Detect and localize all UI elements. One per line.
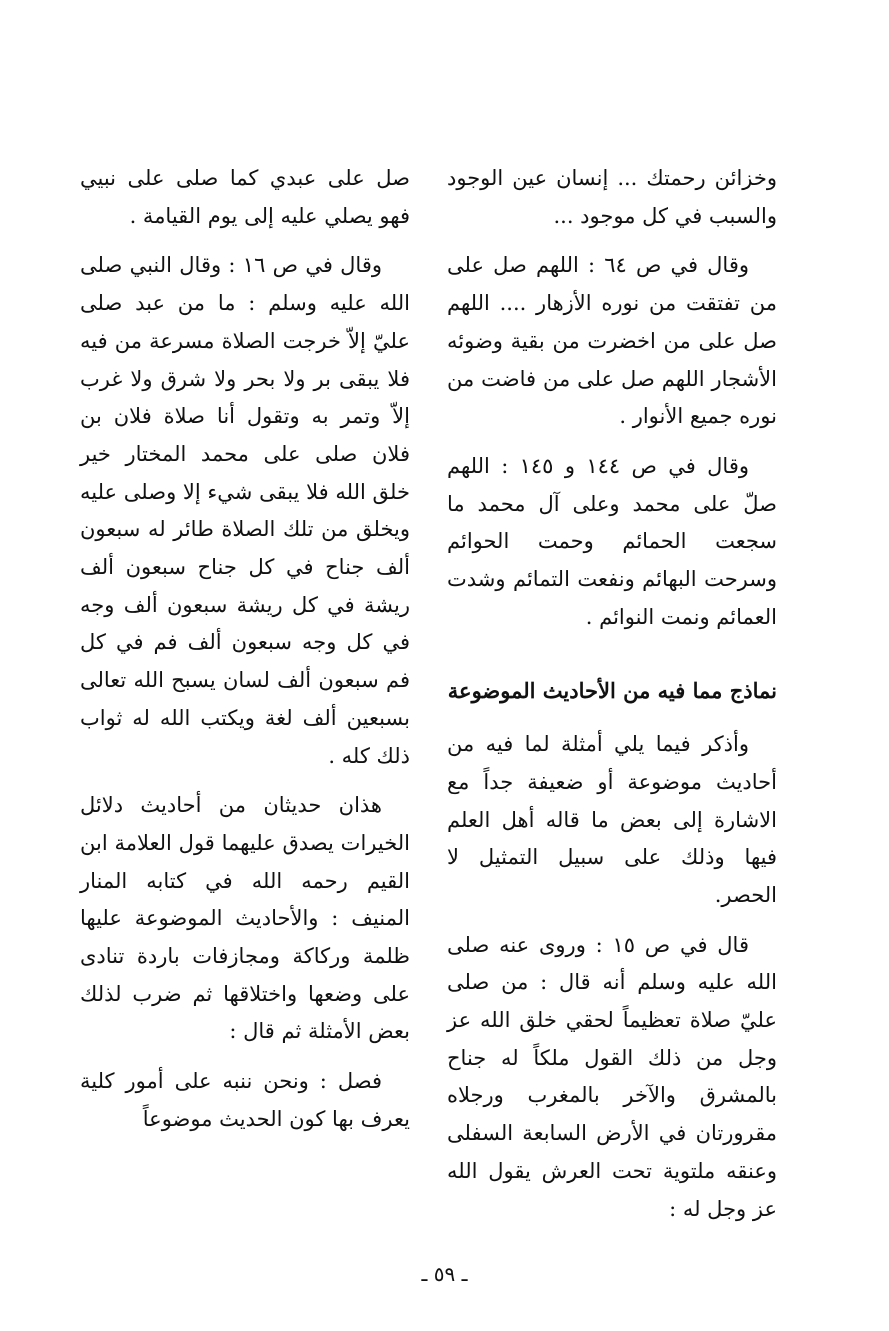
- paragraph: قال في ص ١٥ : وروى عنه صلى الله عليه وسلم أنه قال : من صلى عليّ صلاة تعظيماً لحقي خلق الله عز وجل من ذلك القول ملكاً له جناح بالمشرق والآخر بالمغرب ورجلاه مقرورتان في الأرض السابعة السفلى وعنقه ملتوية تحت العرش يقول الله عز وجل له :: [447, 932, 777, 1221]
- paragraph: وقال في ص ١٤٤ و ١٤٥ : اللهم صلّ على محمد وعلى آل محمد ما سجعت الحمائم وحمت الحوائم وسرحت البهائم ونفعت التمائم وشدت العمائم ونمت النوائم .: [447, 453, 777, 629]
- paragraph: صل على عبدي كما صلى على نبيي فهو يصلي عليه إلى يوم القيامة .: [80, 166, 410, 228]
- paragraph: وقال في ص ٦٤ : اللهم صل على من تفتقت من نوره الأزهار .... اللهم صل على من اخضرت من بقية وضوئه الأشجار اللهم صل على من فاضت من نوره جميع الأنوار .: [447, 253, 777, 429]
- section-heading: نماذج مما فيه من الأحاديث الموضوعة: [447, 678, 777, 704]
- left-column: [80, 160, 410, 1151]
- paragraph: فصل : ونحن ننبه على أمور كلية يعرف بها كون الحديث موضوعاً: [80, 1069, 410, 1131]
- paragraph: وقال في ص ١٦ : وقال النبي صلى الله عليه وسلم : ما من عبد صلى عليّ إلاّ خرجت الصلاة مسرعة من فيه فلا يبقى بر ولا بحر ولا شرق ولا غرب إلاّ وتمر به وتقول أنا صلاة فلان بن فلان صلى على محمد المختار خير خلق الله فلا يبقى شيء إلا وصلى عليه ويخلق من تلك الصلاة طائر له سبعون ألف جناح في كل جناح سبعون ألف ريشة في كل ريشة سبعون ألف وجه في كل وجه سبعون ألف فم في كل فم سبعون ألف لسان يسبح الله تعالى بسبعين ألف لغة ويكتب الله له ثواب ذلك كله .: [80, 253, 410, 768]
- right-column: [447, 160, 777, 1240]
- paragraph: هذان حديثان من أحاديث دلائل الخيرات يصدق عليهما قول العلامة ابن القيم رحمه الله في كتابه المنار المنيف : والأحاديث الموضوعة عليها ظلمة وركاكة ومجازفات باردة تنادى على وضعها واختلاقها ثم ضرب لذلك بعض الأمثلة ثم قال :: [80, 793, 410, 1044]
- paragraph: وأذكر فيما يلي أمثلة لما فيه من أحاديث موضوعة أو ضعيفة جداً مع الاشارة إلى بعض ما قاله أهل العلم فيها وذلك على سبيل التمثيل لا الحصر.: [447, 732, 777, 907]
- page-number: ـ ٥٩ ـ: [421, 1262, 468, 1286]
- paragraph: وخزائن رحمتك ... إنسان عين الوجود والسبب في كل موجود ...: [447, 166, 777, 228]
